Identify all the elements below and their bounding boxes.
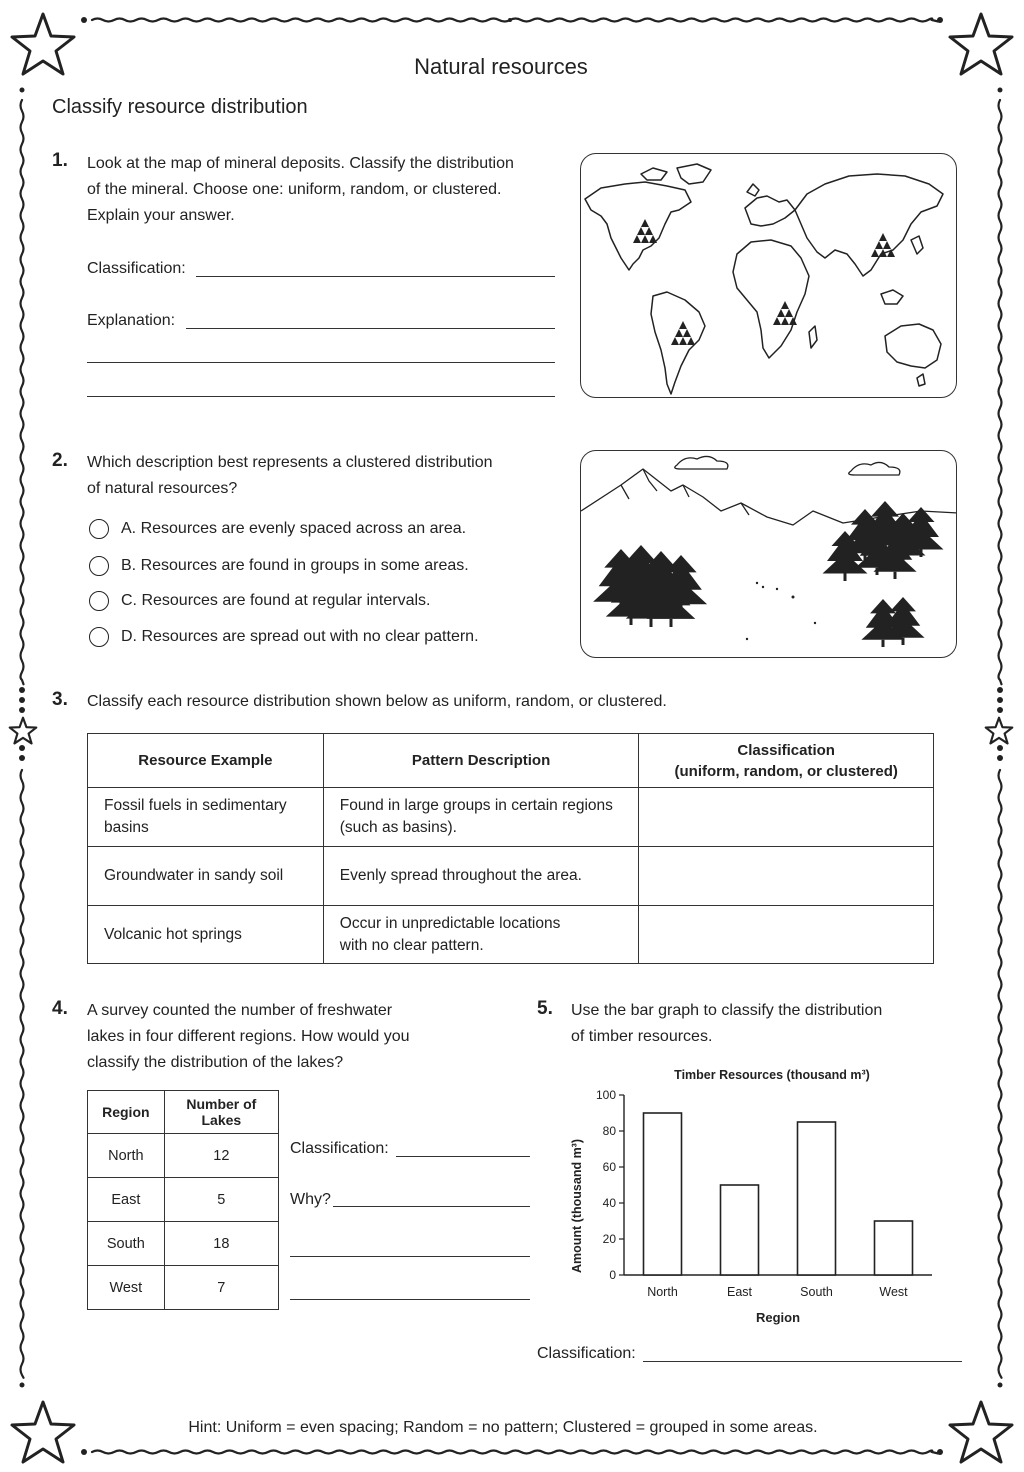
mineral-deposit-icon (785, 309, 793, 317)
mineral-deposit-icon (871, 249, 879, 257)
cell-region: South (88, 1222, 165, 1266)
cell-classification-answer[interactable] (639, 906, 934, 964)
mineral-deposit-icon (641, 235, 649, 243)
q1-classification-answer-line[interactable] (196, 276, 555, 277)
y-axis-label: Amount (thousand m³) (570, 1138, 584, 1274)
q1-prompt-line: Explain your answer. (87, 207, 235, 224)
y-tick-label: 40 (602, 1196, 616, 1210)
cell-pattern-description: Found in large groups in certain regions (such as basins). (323, 788, 639, 847)
q4-prompt-line: classify the distribution of the lakes? (87, 1054, 344, 1071)
mineral-deposit-icon (679, 337, 687, 345)
x-tick-label: East (726, 1285, 753, 1299)
column-header-region: Region (88, 1091, 165, 1134)
radio-button-icon[interactable] (89, 519, 109, 539)
q2-option-label: B. Resources are found in groups in some areas. (121, 557, 469, 574)
table-row (88, 906, 934, 964)
x-tick-label: West (879, 1285, 908, 1299)
timber-bar-chart (560, 1060, 980, 1340)
q2-prompt (87, 450, 493, 502)
star-outline-icon (8, 716, 38, 746)
q2-option-a[interactable] (89, 519, 466, 539)
q2-number: 2. (52, 450, 68, 471)
cell-pattern-description: Evenly spread throughout the area. (323, 847, 639, 906)
q5-prompt (571, 998, 882, 1050)
q1-explanation-label: Explanation: (87, 312, 176, 329)
q4-prompt-line: A survey counted the number of freshwater (87, 1002, 393, 1019)
y-tick-label: 60 (602, 1160, 616, 1174)
q4-why-answer-line[interactable] (333, 1206, 530, 1207)
q1-classification-label: Classification: (87, 260, 186, 277)
mineral-deposit-icon (781, 301, 789, 309)
q1-explanation-answer-line[interactable] (87, 396, 555, 397)
table-header-row (88, 1091, 279, 1134)
y-tick-label: 100 (595, 1088, 616, 1102)
mountain-landscape-icon (581, 451, 957, 658)
table-row (88, 788, 934, 847)
mineral-deposit-icon (671, 337, 679, 345)
q2-option-label: C. Resources are found at regular intervals. (121, 592, 431, 609)
mineral-deposit-icon (777, 309, 785, 317)
tree-cluster-landscape (580, 450, 957, 658)
q4-prompt (87, 998, 410, 1076)
hint-text: Hint: Uniform = even spacing; Random = no pattern; Clustered = grouped in some areas. (188, 1419, 818, 1436)
mineral-deposit-icon (781, 317, 789, 325)
q5-prompt-line: Use the bar graph to classify the distribution (571, 1002, 883, 1019)
mineral-deposit-icon (641, 219, 649, 227)
q2-prompt-line: Which description best represents a clustered distribution (87, 454, 493, 471)
table-row (88, 1178, 279, 1222)
q3-number: 3. (52, 689, 68, 710)
cell-resource-example: Groundwater in sandy soil (88, 847, 324, 906)
column-header-lakes: Number of Lakes (164, 1091, 278, 1134)
mineral-deposit-icon (679, 321, 687, 329)
radio-button-icon[interactable] (89, 627, 109, 647)
page-title: Natural resources (414, 54, 588, 79)
table-header-row (88, 734, 934, 788)
q2-option-d[interactable] (89, 627, 479, 647)
cell-lakes: 12 (164, 1134, 278, 1178)
mineral-deposit-icon (683, 329, 691, 337)
column-header-pattern-description: Pattern Description (323, 734, 639, 788)
star-outline-icon (984, 716, 1014, 746)
x-axis-label: Region (755, 1310, 801, 1325)
q5-classification-label: Classification: (537, 1345, 636, 1362)
table-row (88, 847, 934, 906)
q5-number: 5. (537, 998, 553, 1019)
q1-explanation-answer-line[interactable] (87, 362, 555, 363)
table-row (88, 1222, 279, 1266)
mineral-deposit-icon (789, 317, 797, 325)
q2-option-label: D. Resources are spread out with no clear pattern. (121, 628, 479, 645)
page-subtitle: Classify resource distribution (52, 96, 308, 118)
chart-title: Timber Resources (thousand m³) (674, 1068, 870, 1082)
column-header-line: Classification (737, 741, 835, 759)
cell-region: East (88, 1178, 165, 1222)
cell-lakes: 5 (164, 1178, 278, 1222)
q1-prompt (87, 151, 514, 229)
q4-classification-answer-line[interactable] (396, 1156, 530, 1157)
q5-prompt-line: of timber resources. (571, 1028, 713, 1045)
column-header-resource-example: Resource Example (88, 734, 324, 788)
table-row (88, 1266, 279, 1310)
q4-why-answer-line[interactable] (290, 1299, 530, 1300)
mineral-deposit-icon (879, 233, 887, 241)
y-tick-label: 20 (602, 1232, 616, 1246)
cell-region: North (88, 1134, 165, 1178)
column-header-line: (uniform, random, or clustered) (674, 762, 898, 780)
mineral-deposit-icon (773, 317, 781, 325)
q2-option-c[interactable] (89, 591, 430, 611)
lakes-table (87, 1090, 279, 1310)
mineral-deposit-icon (675, 329, 683, 337)
radio-button-icon[interactable] (89, 591, 109, 611)
cell-lakes: 7 (164, 1266, 278, 1310)
mineral-deposit-icon (649, 235, 657, 243)
mineral-deposit-map (580, 153, 957, 398)
cell-lakes: 18 (164, 1222, 278, 1266)
cell-classification-answer[interactable] (639, 788, 934, 847)
cell-resource-example: Fossil fuels in sedimentary basins (88, 788, 324, 847)
mineral-deposit-icon (875, 241, 883, 249)
q1-prompt-line: of the mineral. Choose one: uniform, random, or clustered. (87, 181, 502, 198)
mineral-deposit-icon (633, 235, 641, 243)
q4-prompt-line: lakes in four different regions. How would you (87, 1028, 410, 1045)
q1-explanation-answer-line[interactable] (186, 328, 555, 329)
q1-number: 1. (52, 150, 68, 171)
world-map-icon (581, 154, 957, 398)
q3-classification-table (87, 733, 934, 964)
cell-region: West (88, 1266, 165, 1310)
q2-prompt-line: of natural resources? (87, 480, 238, 497)
q1-prompt-line: Look at the map of mineral deposits. Classify the distribution (87, 155, 514, 172)
radio-button-icon[interactable] (89, 556, 109, 576)
bar-south (798, 1122, 836, 1275)
q4-number: 4. (52, 998, 68, 1019)
column-header-classification (639, 734, 934, 788)
bar-west (875, 1221, 913, 1275)
q4-why-answer-line[interactable] (290, 1256, 530, 1257)
x-tick-label: South (800, 1285, 833, 1299)
q2-option-b[interactable] (89, 556, 469, 576)
mineral-deposit-icon (645, 227, 653, 235)
cell-resource-example: Volcanic hot springs (88, 906, 324, 964)
mineral-deposit-icon (687, 337, 695, 345)
bar-north (644, 1113, 682, 1275)
q3-prompt: Classify each resource distribution shown below as uniform, random, or clustered. (87, 693, 667, 710)
cell-classification-answer[interactable] (639, 847, 934, 906)
mineral-deposit-icon (637, 227, 645, 235)
q5-classification-answer-line[interactable] (643, 1361, 962, 1362)
bar-east (721, 1185, 759, 1275)
x-tick-label: North (647, 1285, 678, 1299)
mineral-deposit-icon (883, 241, 891, 249)
cell-pattern-description: Occur in unpredictable locations with no clear pattern. (323, 906, 639, 964)
q4-classification-label: Classification: (290, 1140, 389, 1157)
q4-why-label: Why? (290, 1191, 331, 1208)
y-tick-label: 80 (602, 1124, 616, 1138)
y-tick-label: 0 (609, 1268, 616, 1282)
q2-option-label: A. Resources are evenly spaced across an area. (121, 520, 467, 537)
table-row (88, 1134, 279, 1178)
